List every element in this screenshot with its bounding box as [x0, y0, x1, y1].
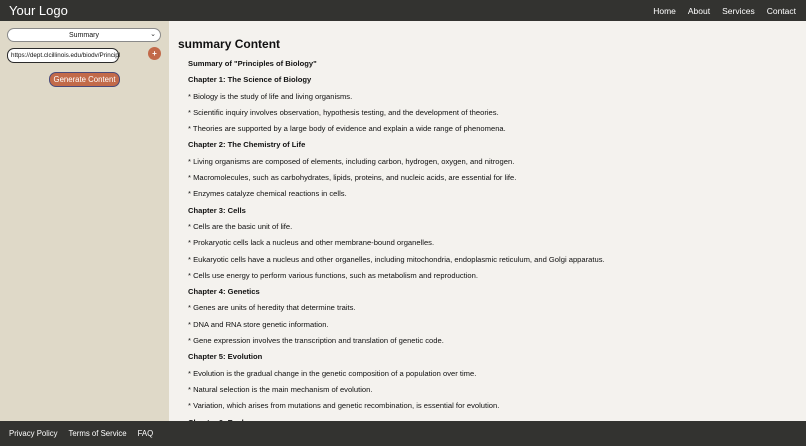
content-panel — [169, 21, 806, 421]
summary-bullet: * Prokaryotic cells lack a nucleus and other membrane-bound organelles. — [188, 238, 435, 248]
summary-bullet: * DNA and RNA store genetic information. — [188, 319, 329, 329]
summary-bullet: * Macromolecules, such as carbohydrates, lipids, proteins, and nucleic acids, are essential for life. — [188, 173, 517, 183]
summary-bullet: * Genes are units of heredity that determine traits. — [188, 303, 356, 313]
summary-bullet: * Living organisms are composed of elements, including carbon, hydrogen, oxygen, and nitrogen. — [188, 156, 515, 166]
summary-heading: Summary of "Principles of Biology" — [188, 59, 317, 68]
footer — [0, 421, 806, 446]
summary-text — [188, 59, 605, 434]
summary-heading: Chapter 3: Cells — [188, 205, 246, 215]
summary-heading: Chapter 4: Genetics — [188, 287, 260, 297]
chevron-down-icon: ⌄ — [150, 31, 156, 38]
logo[interactable]: Your Logo — [9, 3, 68, 18]
summary-heading: Chapter 1: The Science of Biology — [188, 75, 312, 85]
summary-heading: Chapter 5: Evolution — [188, 352, 263, 362]
page-title: summary Content — [178, 37, 281, 51]
generate-content-button[interactable]: Generate Content — [49, 72, 120, 87]
summary-bullet: * Variation, which arises from mutations and genetic recombination, is essential for evolution. — [188, 401, 500, 411]
summary-bullet: * Gene expression involves the transcription and translation of genetic code. — [188, 336, 444, 346]
mode-select[interactable] — [7, 28, 161, 42]
sidebar — [0, 21, 169, 421]
summary-bullet: * Evolution is the gradual change in the genetic composition of a population over time. — [188, 368, 477, 378]
nav-link-contact[interactable]: Contact — [766, 5, 796, 16]
main-nav — [653, 6, 797, 16]
summary-bullet: * Cells are the basic unit of life. — [188, 221, 293, 231]
url-input[interactable]: https://dept.clcillinois.edu/biodv/Principl — [7, 48, 119, 63]
nav-link-about[interactable]: About — [687, 5, 711, 16]
summary-bullet: * Biology is the study of life and living organisms. — [188, 91, 353, 101]
summary-heading: Chapter 2: The Chemistry of Life — [188, 140, 306, 150]
summary-bullet: * Cells use energy to perform various functions, such as metabolism and reproduction. — [188, 270, 478, 280]
nav-link-home[interactable]: Home — [653, 5, 676, 16]
footer-link-privacy[interactable]: Privacy Policy — [9, 429, 58, 438]
footer-link-terms[interactable]: Terms of Service — [68, 429, 127, 438]
mode-select-value: Summary — [69, 31, 99, 39]
summary-bullet: * Theories are supported by a large body of evidence and explain a wide range of phenomena. — [188, 124, 506, 134]
add-url-button[interactable]: + — [148, 47, 161, 60]
summary-bullet: * Eukaryotic cells have a nucleus and other organelles, including mitochondria, endoplasmic reticulum, and Golgi apparatus. — [188, 254, 605, 264]
summary-bullet: * Enzymes catalyze chemical reactions in cells. — [188, 189, 347, 199]
nav-link-services[interactable]: Services — [722, 5, 755, 16]
top-navbar — [0, 0, 806, 21]
footer-link-faq[interactable]: FAQ — [137, 429, 154, 438]
summary-bullet: * Natural selection is the main mechanism of evolution. — [188, 384, 373, 394]
summary-bullet: * Scientific inquiry involves observation, hypothesis testing, and the development of theories. — [188, 107, 499, 117]
